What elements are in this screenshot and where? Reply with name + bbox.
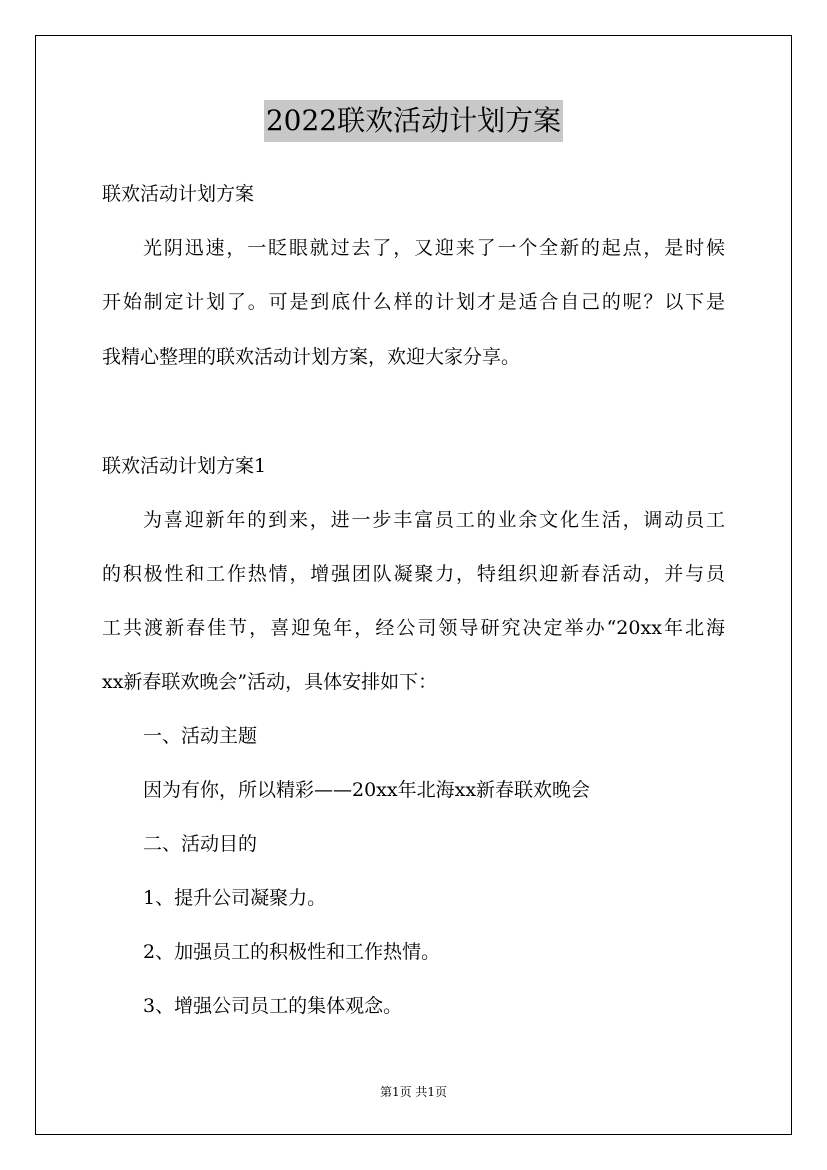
- body-line-3: 工共渡新春佳节，喜迎兔年，经公司领导研究决定举办“20xx年北海: [102, 617, 725, 639]
- item-purpose-3: 3、增强公司员工的集体观念。: [143, 995, 403, 1017]
- document-title: [0, 100, 827, 146]
- intro-line-2: 开始制定计划了。可是到底什么样的计划才是适合自己的呢？以下是: [102, 291, 725, 313]
- item-purpose-2: 2、加强员工的积极性和工作热情。: [143, 941, 441, 963]
- intro-line-1: 光阴迅速，一眨眼就过去了，又迎来了一个全新的起点，是时候: [143, 237, 725, 259]
- item-purpose-1: 1、提升公司凝聚力。: [143, 887, 327, 909]
- body-line-2: 的积极性和工作热情，增强团队凝聚力，特组织迎新春活动，并与员: [102, 563, 725, 585]
- intro-line-3: 我精心整理的联欢活动计划方案，欢迎大家分享。: [102, 346, 521, 368]
- item-heading-theme: 一、活动主题: [143, 725, 258, 747]
- section-heading: 联欢活动计划方案1: [102, 455, 267, 477]
- item-theme-text: 因为有你，所以精彩——20xx年北海xx新春联欢晚会: [143, 779, 591, 801]
- subtitle: 联欢活动计划方案: [102, 183, 255, 205]
- body-line-1: 为喜迎新年的到来，进一步丰富员工的业余文化生活，调动员工: [143, 509, 725, 531]
- body-line-4: xx新春联欢晚会”活动，具体安排如下：: [102, 671, 438, 693]
- document-title-text: 2022联欢活动计划方案: [264, 100, 563, 142]
- item-heading-purpose: 二、活动目的: [143, 833, 258, 855]
- page-number: 第1页 共1页: [379, 1085, 448, 1099]
